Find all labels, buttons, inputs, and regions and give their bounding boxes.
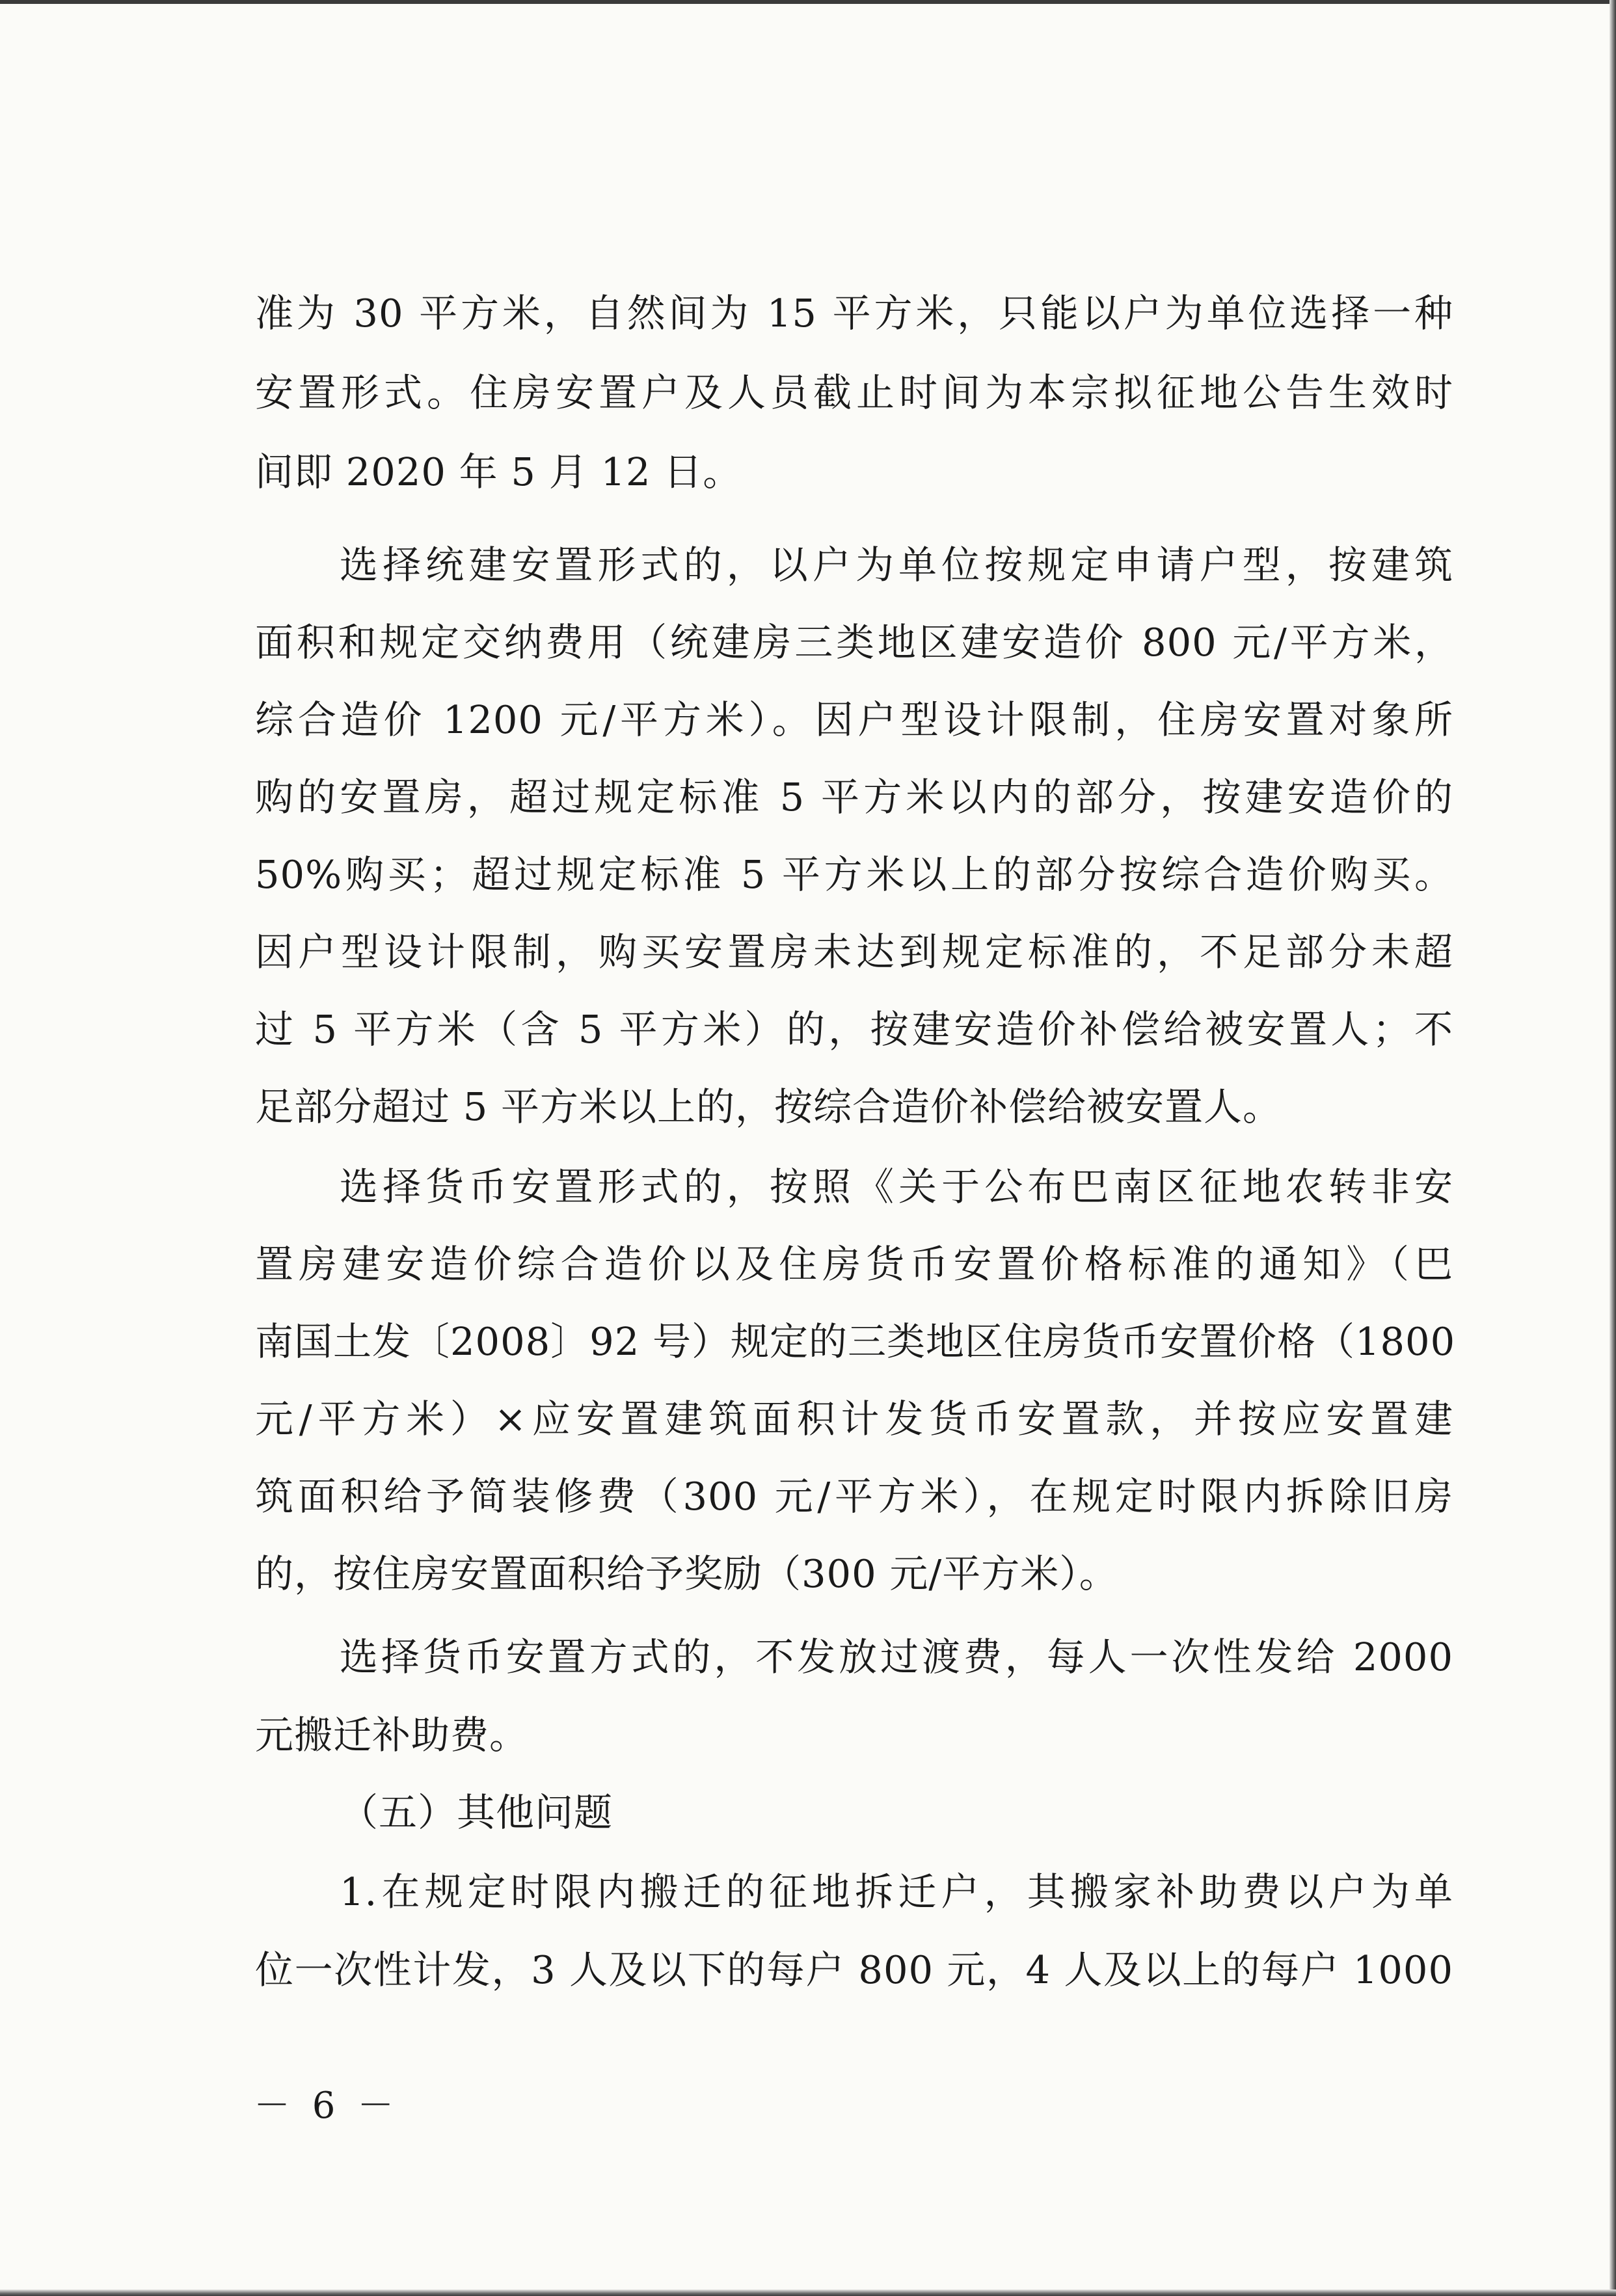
paragraph-start: 选择统建安置形式的，以户为单位按规定申请户型，按建筑: [340, 542, 1453, 587]
text-line: 过 5 平方米（含 5 平方米）的，按建安造价补偿给被安置人；不: [255, 1007, 1453, 1052]
text-line: 因户型设计限制，购买安置房未达到规定标准的，不足部分未超: [255, 929, 1453, 974]
text-line: 元/平方米）×应安置建筑面积计发货币安置款，并按应安置建: [255, 1396, 1453, 1441]
text-line: 置房建安造价综合造价以及住房货币安置价格标准的通知》（巴: [255, 1242, 1453, 1287]
text-line: 的，按住房安置面积给予奖励（300 元/平方米）。: [255, 1551, 1118, 1596]
text-line: 足部分超过 5 平方米以上的，按综合造价补偿给被安置人。: [255, 1084, 1282, 1129]
scan-edge-top: [0, 0, 1616, 4]
paragraph-start: 选择货币安置形式的，按照《关于公布巴南区征地农转非安: [340, 1164, 1453, 1209]
text-line: 安置形式。住房安置户及人员截止时间为本宗拟征地公告生效时: [255, 370, 1453, 415]
scan-edge-right: [1609, 0, 1616, 2296]
text-line: 间即 2020 年 5 月 12 日。: [255, 449, 742, 494]
paragraph-start: 1.在规定时限内搬迁的征地拆迁户，其搬家补助费以户为单: [340, 1869, 1453, 1914]
page-number: － 6 －: [254, 2085, 399, 2127]
text-line: 位一次性计发，3 人及以下的每户 800 元，4 人及以上的每户 1000: [255, 1947, 1453, 1992]
text-line: 50%购买；超过规定标准 5 平方米以上的部分按综合造价购买。: [255, 852, 1453, 897]
text-line: 南国土发〔2008〕92 号）规定的三类地区住房货币安置价格（1800: [255, 1319, 1456, 1364]
section-heading: （五）其他问题: [340, 1790, 613, 1835]
scan-edge-bottom: [0, 2289, 1616, 2296]
text-line: 准为 30 平方米，自然间为 15 平方米，只能以户为单位选择一种: [255, 291, 1453, 336]
text-line: 元搬迁补助费。: [255, 1713, 529, 1757]
text-line: 购的安置房，超过规定标准 5 平方米以内的部分，按建安造价的: [255, 775, 1453, 820]
text-line: 面积和规定交纳费用（统建房三类地区建安造价 800 元/平方米，: [255, 620, 1453, 665]
text-line: 筑面积给予简装修费（300 元/平方米），在规定时限内拆除旧房: [255, 1474, 1453, 1519]
paragraph-start: 选择货币安置方式的，不发放过渡费，每人一次性发给 2000: [340, 1635, 1453, 1679]
text-line: 综合造价 1200 元/平方米）。因户型设计限制，住房安置对象所: [255, 697, 1453, 742]
